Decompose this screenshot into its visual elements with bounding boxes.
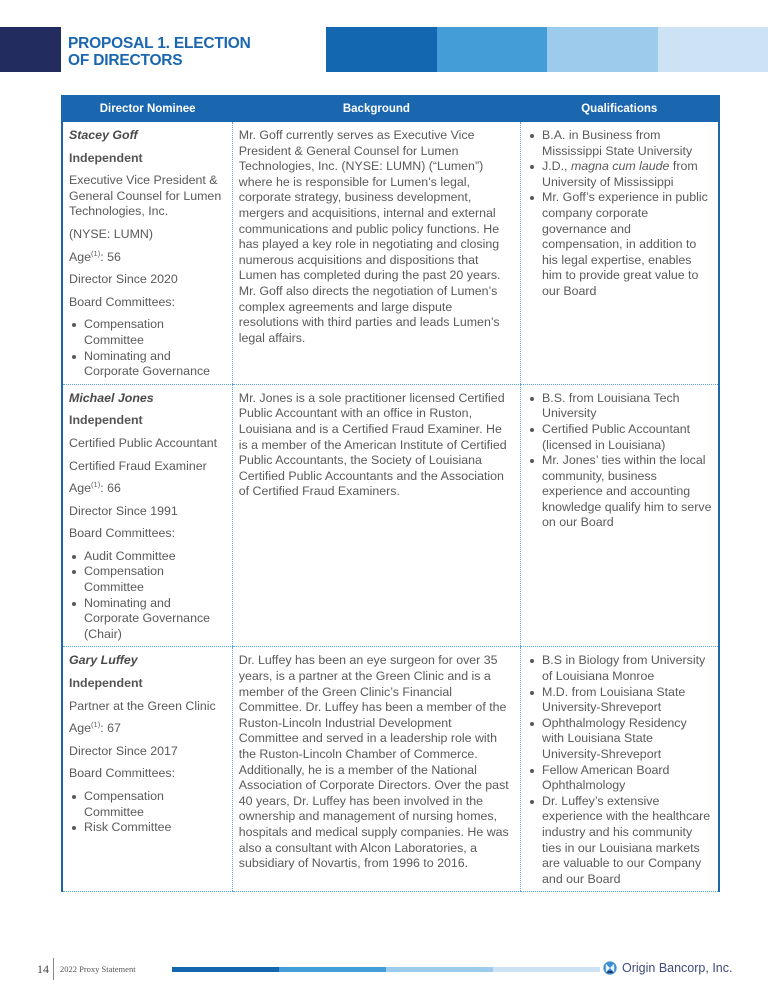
footer-color-bar: [172, 967, 600, 972]
page-title-line-1: PROPOSAL 1. ELECTION: [68, 35, 251, 52]
table-row: [62, 384, 719, 647]
qualification-item: Dr. Luffey’s extensive experience with the healthcare industry and his community ties in our Louisiana markets are valuable to our Company and our Board: [527, 794, 712, 888]
qualification-item: B.A. in Business from Mississippi State University: [527, 128, 712, 159]
footer-bar-segment-3: [386, 967, 493, 972]
stripe-1: [326, 27, 437, 72]
nominee-committees-label: Board Committees:: [69, 766, 176, 781]
column-header-director-nominee: Director Nominee: [62, 95, 232, 122]
nominee-role: Executive Vice President & General Counsel for Lumen Technologies, Inc.: [69, 173, 222, 219]
committee-item: Nominating and Corporate Governance (Chair): [69, 596, 226, 643]
qualification-item: M.D. from Louisiana State University-Shreveport: [527, 685, 712, 716]
nominee-status: Independent: [69, 413, 143, 428]
nominee-cell: [62, 647, 232, 892]
committee-item: Risk Committee: [69, 820, 226, 836]
origin-logo-icon: [603, 961, 617, 975]
page-title-line-2: OF DIRECTORS: [68, 52, 183, 69]
background-text: Mr. Jones is a sole practitioner licensed Certified Public Accountant with an office in Ruston, Louisiana and is a Certified Fraud Examiner. He is a member of the American Institute of Certified Public Accountants, the Society of Louisiana Certified Public Accountants and the Association of Certified Fraud Examiners.: [238, 390, 507, 499]
background-cell: [232, 122, 520, 384]
footnote-marker: (1): [91, 248, 101, 258]
nominee-age: Age$^{(1)}$: 56: [69, 248, 121, 264]
nominee-director-since: Director Since 2017: [69, 743, 178, 758]
nominee-name: Michael Jones: [69, 390, 154, 405]
qualification-item: J.D., magna cum laude from University of Mississippi: [527, 159, 712, 190]
qualification-item: Mr. Goff’s experience in public company corporate governance and compensation, in addition to his legal expertise, enables him to provide great value to our Board: [527, 190, 712, 299]
qualifications-list: [527, 391, 712, 531]
qualification-item: Certified Public Accountant (licensed in Louisiana): [527, 422, 712, 453]
page-number: 14: [37, 962, 49, 976]
stripe-2: [437, 27, 548, 72]
nominee-director-since: Director Since 2020: [69, 272, 178, 287]
company-name: Origin Bancorp, Inc.: [622, 961, 733, 975]
qualifications-cell: [521, 647, 719, 892]
stripe-4: [658, 27, 768, 72]
nominee-status: Independent: [69, 150, 143, 165]
nominee-age: Age$^{(1)}$: 66: [69, 480, 121, 496]
nominee-name: Stacey Goff: [69, 128, 138, 142]
committee-list: [69, 549, 226, 643]
nominee-role: Certified Fraud Examiner: [69, 458, 207, 473]
background-cell: [232, 384, 520, 647]
nominee-name: Gary Luffey: [69, 653, 138, 668]
background-cell: [232, 647, 520, 892]
qualifications-list: [527, 653, 712, 887]
nominee-cell: [62, 384, 232, 647]
nominee-ticker: (NYSE: LUMN): [69, 226, 153, 241]
nominee-director-since: Director Since 1991: [69, 503, 178, 518]
page-title: [68, 35, 251, 69]
footer-bar-segment-4: [493, 967, 600, 972]
nominee-status: Independent: [69, 676, 143, 691]
document-title: 2022 Proxy Statement: [60, 964, 136, 974]
qualifications-list: [527, 128, 712, 300]
committee-item: Compensation Committee: [69, 317, 226, 348]
director-nominees-table: [61, 95, 720, 892]
table-row: [62, 122, 719, 384]
header-color-stripes: [326, 27, 768, 72]
table-header-row: [62, 95, 719, 122]
committee-item: Compensation Committee: [69, 564, 226, 595]
committee-item: Compensation Committee: [69, 789, 226, 820]
company-logo: [603, 961, 732, 975]
page-footer: [0, 958, 768, 982]
footnote-marker: (1): [91, 720, 101, 730]
qualification-item: B.S in Biology from University of Louisiana Monroe: [527, 653, 712, 684]
table-row: [62, 647, 719, 892]
nominee-cell: [62, 122, 232, 384]
qualification-item: Mr. Jones’ ties within the local community, business experience and accounting knowledge qualify him to serve on our Board: [527, 453, 712, 531]
footnote-marker: (1): [91, 480, 101, 490]
qualifications-cell: [521, 122, 719, 384]
nominee-role: Partner at the Green Clinic: [69, 698, 216, 713]
footer-bar-segment-2: [279, 967, 386, 972]
committee-item: Nominating and Corporate Governance: [69, 349, 226, 380]
column-header-qualifications: Qualifications: [521, 95, 719, 122]
committee-list: [69, 789, 226, 836]
committee-list: [69, 317, 226, 379]
stripe-3: [547, 27, 658, 72]
background-text: Dr. Luffey has been an eye surgeon for over 35 years, is a partner at the Green Clinic and is a member of the Green Clinic’s Financial Committee. Dr. Luffey has been a member of the Ruston-Lincoln Industrial Development Committee and served in a leadership role with the Ruston-Lincoln Chamber of Commerce. Additionally, he is a member of the National Association of Corporate Directors. Over the past 40 years, Dr. Luffey has been involved in the ownership and management of nursing homes, hospitals and medical supply companies. He was also a consultant with Alcon Laboratories, a subsidiary of Novartis, from 1996 to 2016.: [238, 653, 509, 871]
column-header-background: Background: [232, 95, 520, 122]
qualification-item: Ophthalmology Residency with Louisiana State University-Shreveport: [527, 716, 712, 763]
qualification-item: Fellow American Board Ophthalmology: [527, 763, 712, 794]
background-text: Mr. Goff currently serves as Executive Vice President & General Counsel for Lumen Technologies, Inc. (NYSE: LUMN) (“Lumen”) where he is responsible for Lumen’s legal, corporate strategy, business development, mergers and acquisitions, internal and external communications and public policy functions. He has played a key role in negotiating and closing numerous acquisitions and dispositions that Lumen has completed during the past 20 years. Mr. Goff also directs the negotiation of Lumen’s complex agreements and large dispute resolutions with third parties and leads Lumen’s legal affairs.: [238, 128, 501, 345]
footer-bar-segment-1: [172, 967, 279, 972]
nominee-role: Certified Public Accountant: [69, 435, 218, 450]
qualification-item: B.S. from Louisiana Tech University: [527, 391, 712, 422]
header-accent-block: [0, 27, 61, 72]
qualifications-cell: [521, 384, 719, 647]
footer-divider: [53, 958, 54, 980]
nominee-committees-label: Board Committees:: [69, 526, 176, 541]
nominee-committees-label: Board Committees:: [69, 294, 176, 309]
committee-item: Audit Committee: [69, 549, 226, 565]
nominee-age: Age$^{(1)}$: 67: [69, 720, 121, 736]
